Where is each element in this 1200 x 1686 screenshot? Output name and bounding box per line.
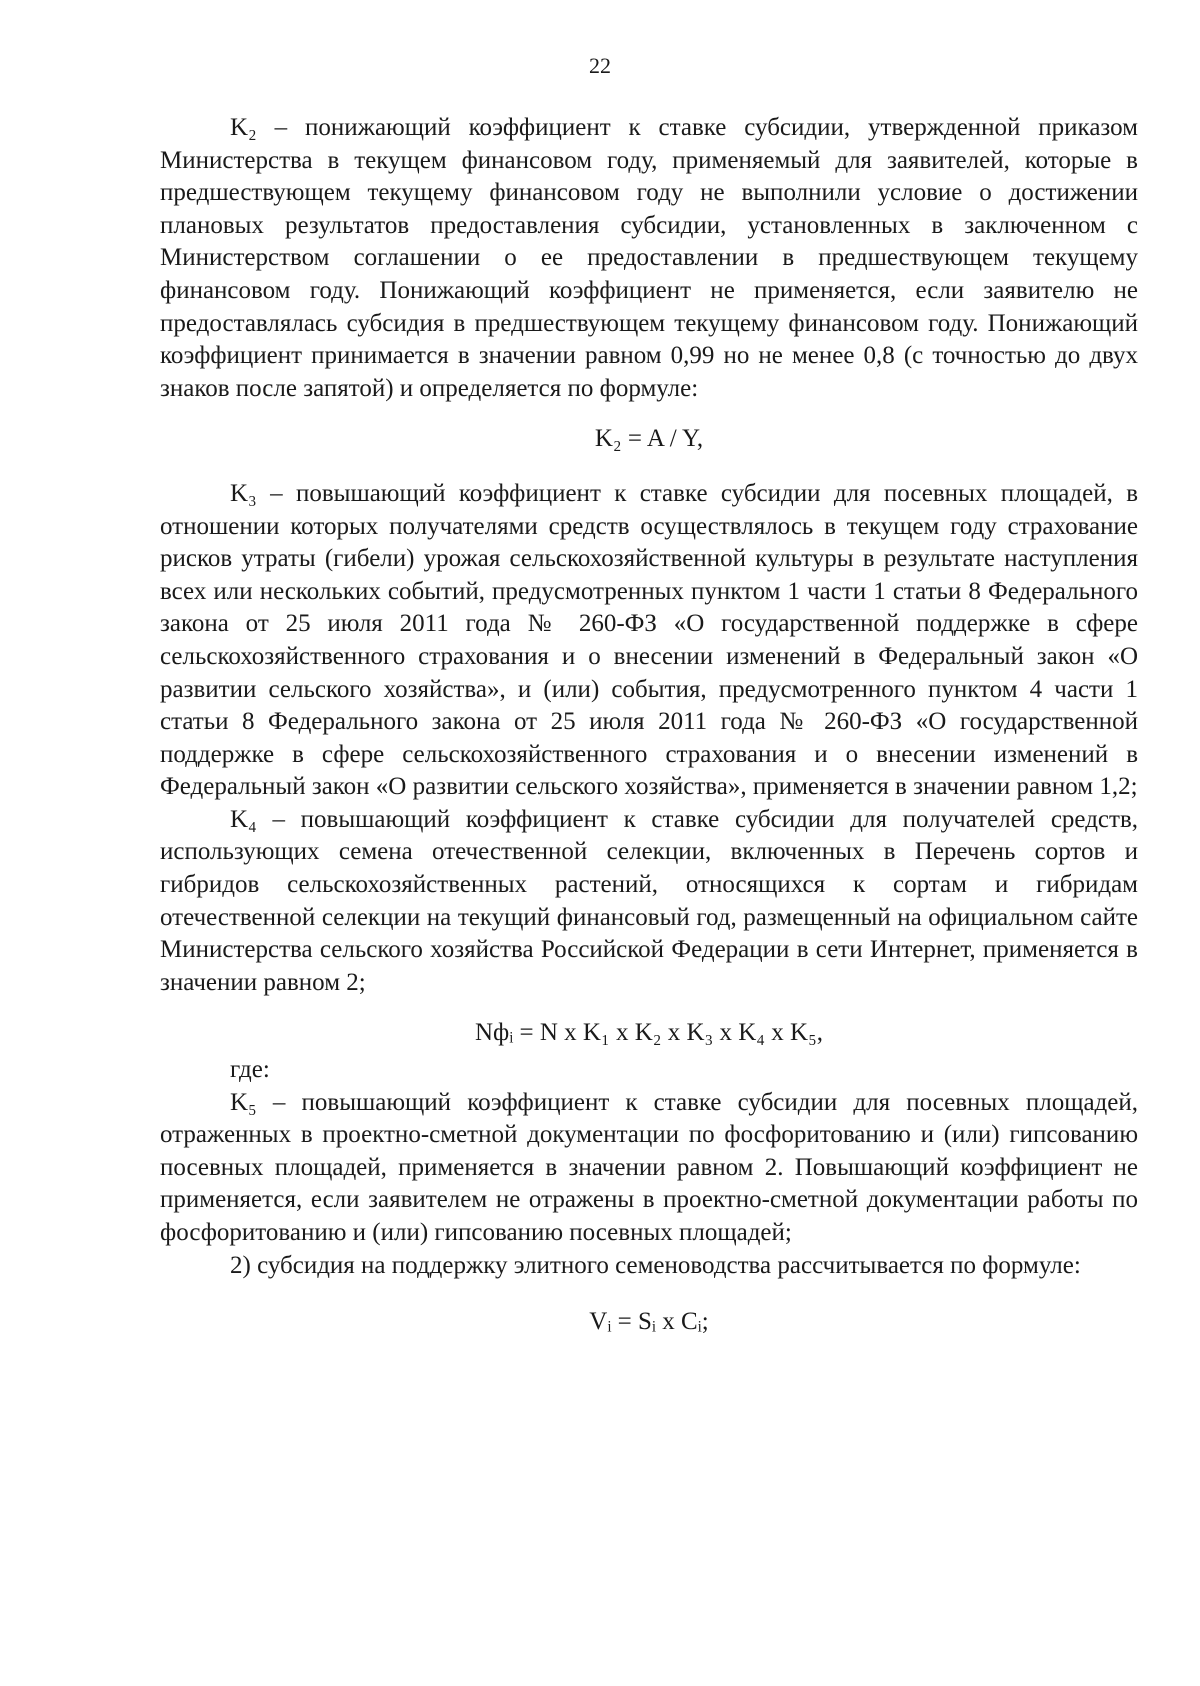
paragraph-item-2: 2) субсидия на поддержку элитного семеноводства рассчитывается по формуле: <box>230 1251 1081 1279</box>
formula-nphi: Nфᵢ = N x K₁ x K₂ x K₃ x K₄ x K₅, <box>474 1019 824 1047</box>
page-number: 22 <box>589 53 611 78</box>
formula-k2: K₂ = A / Y, <box>594 425 704 453</box>
document-body <box>160 112 1138 1339</box>
paragraph-k5: K₅ – повышающий коэффициент к ставке субсидии для посевных площадей, отраженных в проектно-сметной документации по фосфоритованию и (или) гипсованию посевных площадей, применяется в значении равном 2. Повышающий коэффициент не применяется, если заявителем не отражены в проектно-сметной документации работы по фосфоритованию и (или) гипсованию посевных площадей; <box>160 1088 1138 1246</box>
paragraph-k2: K₂ – понижающий коэффициент к ставке субсидии, утвержденной приказом Министерства в текущем финансовом году, применяемый для заявителей, которые в предшествующем текущему финансовом году не выполнили условие о достижении плановых результатов предоставления субсидии, установленных в заключенном с Министерством соглашении о ее предоставлении в предшествующем текущему финансовом году. Понижающий коэффициент не применяется, если заявителю не предоставлялась субсидия в предшествующем текущему финансовом году. Понижающий коэффициент принимается в значении равном 0,99 но не менее 0,8 (с точностью до двух знаков после запятой) и определяется по формуле: <box>160 114 1138 402</box>
paragraph-where: где: <box>230 1056 270 1084</box>
formula-vi: Vᵢ = Sᵢ x Cᵢ; <box>589 1308 709 1336</box>
paragraph-k4: K₄ – повышающий коэффициент к ставке субсидии для получателей средств, использующих семена отечественной селекции, включенных в Перечень сортов и гибридов сельскохозяйственных растений, относящихся к сортам и гибридам отечественной селекции на текущий финансовый год, размещенный на официальном сайте Министерства сельского хозяйства Российской Федерации в сети Интернет, применяется в значении равном 2; <box>160 805 1138 996</box>
paragraph-k3: K₃ – повышающий коэффициент к ставке субсидии для посевных площадей, в отношении которых получателями средств осуществлялось в текущем году страхование рисков утраты (гибели) урожая сельскохозяйственной культуры в результате наступления всех или нескольких событий, предусмотренных пунктом 1 части 1 статьи 8 Федерального закона от 25 июля 2011 года № 260-ФЗ «О государственной поддержке в сфере сельскохозяйственного страхования и о внесении изменений в Федеральный закон «О развитии сельского хозяйства», и (или) события, предусмотренного пунктом 4 части 1 статьи 8 Федерального закона от 25 июля 2011 года № 260-ФЗ «О государственной поддержке в сфере сельскохозяйственного страхования и о внесении изменений в Федеральный закон «О развитии сельского хозяйства», применяется в значении равном 1,2; <box>160 479 1138 801</box>
